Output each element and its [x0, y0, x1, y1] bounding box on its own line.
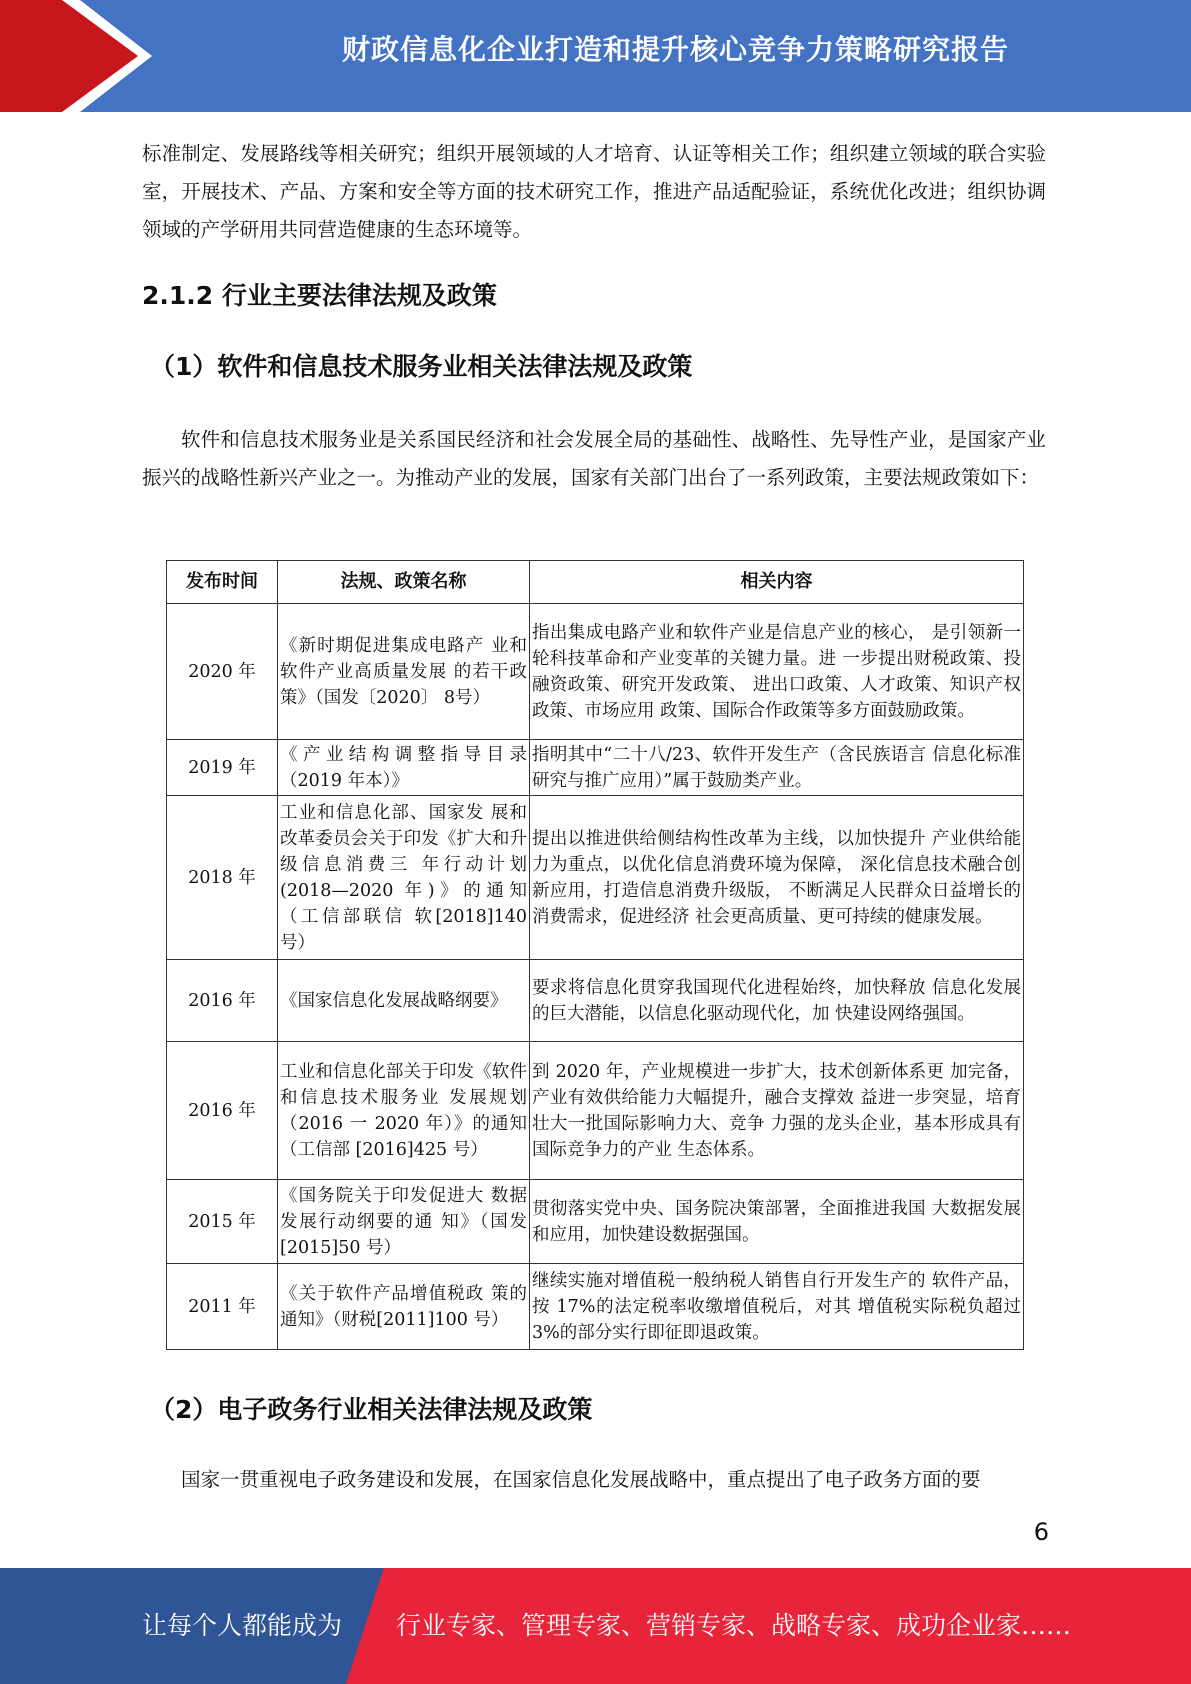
- table-row: [167, 960, 1024, 1042]
- header-title: 财政信息化企业打造和提升核心竞争力策略研究报告: [341, 33, 1009, 66]
- row-policy-name: 《国家信息化发展战略纲要》: [278, 960, 530, 1042]
- row-policy-name: 《新时期促进集成电路产 业和软件产业高质量发展 的若干政策》（国发〔2020〕 8号）: [278, 604, 530, 740]
- table-row: [167, 796, 1024, 960]
- table-row: [167, 1264, 1024, 1350]
- row-year: 2016 年: [167, 960, 278, 1042]
- policy-table: [166, 560, 1024, 1350]
- row-content: 指明其中“二十八/23、软件开发生产（含民族语言 信息化标准研究与推广应用）”属于鼓励类产业。: [530, 740, 1024, 796]
- table-row: [167, 1042, 1024, 1180]
- row-policy-name: 《关于软件产品增值税政 策的通知》（财税[2011]100 号）: [278, 1264, 530, 1350]
- row-policy-name: 工业和信息化部关于印发《软件和信息技术服务业 发展规划（2016 一 2020 年）》的通知（工信部 [2016]425 号）: [278, 1042, 530, 1180]
- row-policy-name: 工业和信息化部、国家发 展和改革委员会关于印发《扩大和升级信息消费三 年行动计划(2018—2020 年)》的通知（工信部联信 软[2018]140 号）: [278, 796, 530, 960]
- subsection-1-paragraph: 软件和信息技术服务业是关系国民经济和社会发展全局的基础性、战略性、先导性产业，是国家产业振兴的战略性新兴产业之一。为推动产业的发展，国家有关部门出台了一系列政策，主要法规政策如下：: [142, 428, 1046, 489]
- row-content: 指出集成电路产业和软件产业是信息产业的核心， 是引领新一轮科技革命和产业变革的关键力量。进 一步提出财税政策、投融资政策、研究开发政策、 进出口政策、人才政策、知识产权政策、市场应用 政策、国际合作政策等多方面鼓励政策。: [530, 604, 1024, 740]
- table-header-row: [167, 561, 1024, 604]
- row-year: 2019 年: [167, 740, 278, 796]
- page-footer: [0, 1568, 1191, 1684]
- subsection-2-heading: （2）电子政务行业相关法律法规及政策: [150, 1395, 593, 1424]
- footer-slogan-left: 让每个人都能成为: [142, 1611, 343, 1640]
- section-heading: 2.1.2 行业主要法律法规及政策: [142, 281, 497, 310]
- page-header: [0, 0, 1191, 112]
- row-content: 要求将信息化贯穿我国现代化进程始终，加快释放 信息化发展的巨大潜能，以信息化驱动现代化，加 快建设网络强国。: [530, 960, 1024, 1042]
- page-number: 6: [1033, 1518, 1049, 1546]
- table-row: [167, 740, 1024, 796]
- row-policy-name: 《产业结构调整指导目录（2019 年本）》: [278, 740, 530, 796]
- subsection-2-paragraph: 国家一贯重视电子政务建设和发展，在国家信息化发展战略中，重点提出了电子政务方面的要: [181, 1468, 981, 1491]
- row-policy-name: 《国务院关于印发促进大 数据发展行动纲要的通 知》（国发[2015]50 号）: [278, 1180, 530, 1264]
- row-content: 到 2020 年，产业规模进一步扩大，技术创新体系更 加完备，产业有效供给能力大幅提升，融合支撑效 益进一步突显，培育壮大一批国际影响力大、竞争 力强的龙头企业，基本形成具有国际竞争力的产业 生态体系。: [530, 1042, 1024, 1180]
- row-year: 2015 年: [167, 1180, 278, 1264]
- row-content: 继续实施对增值税一般纳税人销售自行开发生产的 软件产品，按 17%的法定税率收缴增值税后，对其 增值税实际税负超过 3%的部分实行即征即退政策。: [530, 1264, 1024, 1350]
- row-content: 提出以推进供给侧结构性改革为主线，以加快提升 产业供给能力为重点，以优化信息消费环境为保障， 深化信息技术融合创新应用，打造信息消费升级版， 不断满足人民群众日益增长的消费需求，促进经济 社会更高质量、更可持续的健康发展。: [530, 796, 1024, 960]
- row-content: 贯彻落实党中央、国务院决策部署，全面推进我国 大数据发展和应用，加快建设数据强国。: [530, 1180, 1024, 1264]
- row-year: 2018 年: [167, 796, 278, 960]
- intro-paragraph: 标准制定、发展路线等相关研究；组织开展领域的人才培育、认证等相关工作；组织建立领域的联合实验室，开展技术、产品、方案和安全等方面的技术研究工作，推进产品适配验证，系统优化改进；组织协调领域的产学研用共同营造健康的生态环境等。: [142, 142, 1046, 241]
- row-year: 2016 年: [167, 1042, 278, 1180]
- row-year: 2020 年: [167, 604, 278, 740]
- row-year: 2011 年: [167, 1264, 278, 1350]
- column-header-content: 相关内容: [530, 561, 1024, 604]
- column-header-policy-name: 法规、政策名称: [278, 561, 530, 604]
- footer-slogan-right: 行业专家、管理专家、营销专家、战略专家、成功企业家……: [396, 1611, 1072, 1640]
- table-row: [167, 1180, 1024, 1264]
- column-header-date: 发布时间: [167, 561, 278, 604]
- table-row: [167, 604, 1024, 740]
- subsection-1-heading: （1）软件和信息技术服务业相关法律法规及政策: [150, 352, 693, 381]
